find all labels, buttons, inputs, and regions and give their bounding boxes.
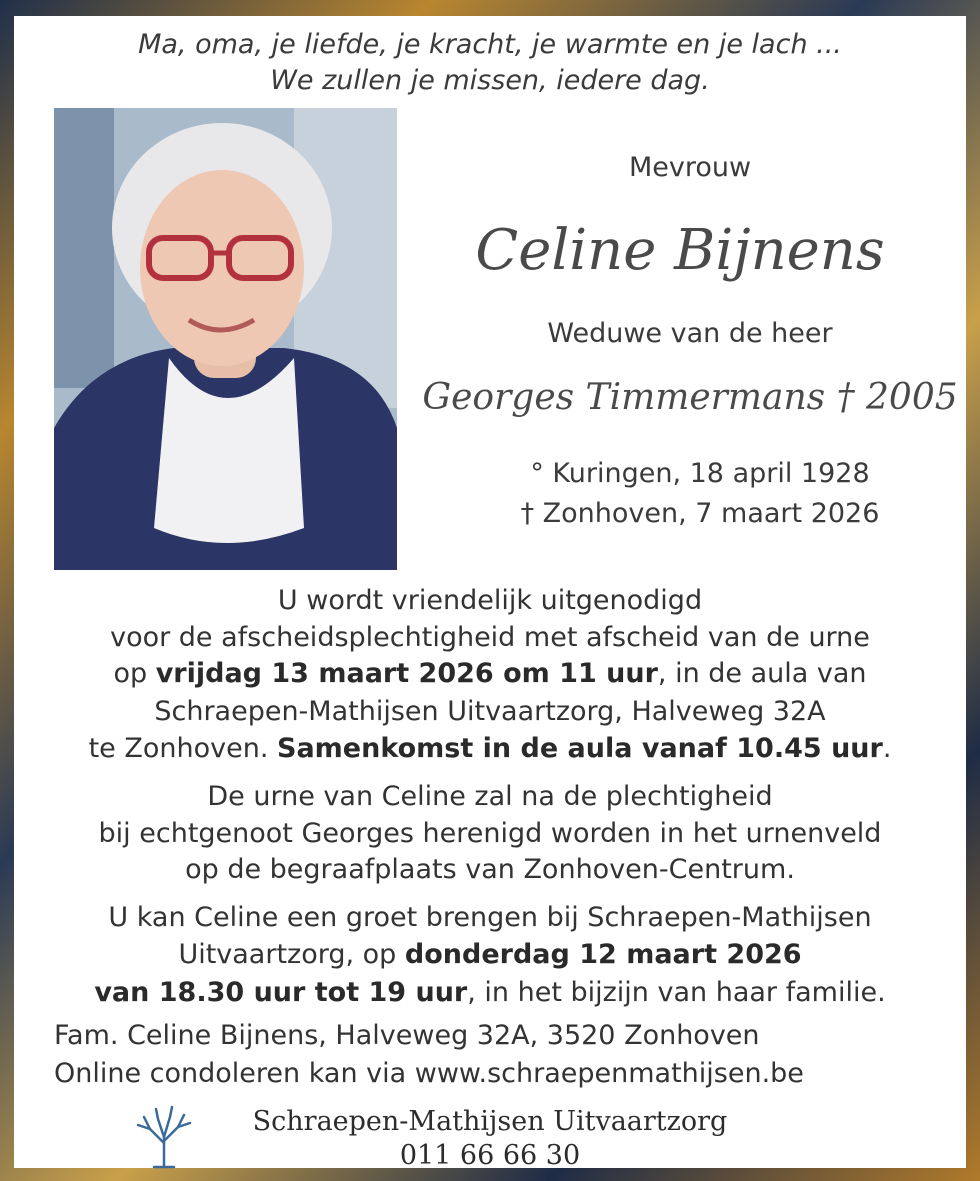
ceremony-l5-pre: te Zonhoven.	[88, 733, 277, 764]
title-mevrouw: Mevrouw	[628, 152, 752, 183]
birth-info: ° Kuringen, 18 april 1928	[530, 458, 870, 489]
gathering-time: Samenkomst in de aula vanaf 10.45 uur	[277, 733, 883, 764]
ceremony-l3-pre: op	[113, 658, 156, 689]
ceremony-line-5	[30, 731, 950, 767]
ceremony-line-2: voor de afscheidsplechtigheid met afscheid van de urne	[110, 622, 870, 653]
spouse-name: Georges Timmermans † 2005	[422, 377, 958, 418]
ceremony-line-3	[30, 656, 950, 692]
urn-line-1: De urne van Celine zal na de plechtigheid	[207, 781, 773, 812]
widow-of-label: Weduwe van de heer	[547, 318, 833, 349]
undertaker-name: Schraepen-Mathijsen Uitvaartzorg	[252, 1106, 728, 1137]
portrait-photo	[54, 108, 397, 570]
visit-line-1: U kan Celine een groet brengen bij Schraepen-Mathijsen	[108, 902, 872, 933]
death-info: † Zonhoven, 7 maart 2026	[520, 498, 880, 529]
visit-l2-pre: Uitvaartzorg, op	[178, 939, 405, 970]
visit-time: van 18.30 uur tot 19 uur	[94, 977, 468, 1008]
visit-line-2	[30, 937, 950, 973]
ceremony-date: vrijdag 13 maart 2026 om 11 uur	[155, 658, 658, 689]
family-address: Fam. Celine Bijnens, Halveweg 32A, 3520 Zonhoven	[54, 1020, 760, 1051]
undertaker-phone: 011 66 66 30	[399, 1140, 581, 1171]
urn-line-3: op de begraafplaats van Zonhoven-Centrum.	[185, 854, 795, 885]
portrait-illustration	[54, 108, 397, 570]
ceremony-l3-post: , in de aula van	[657, 658, 867, 689]
ceremony-line-4: Schraepen-Mathijsen Uitvaartzorg, Halveweg 32A	[154, 696, 826, 727]
tree-icon	[134, 1103, 194, 1169]
visit-line-3	[30, 975, 950, 1011]
visit-date: donderdag 12 maart 2026	[404, 939, 802, 970]
tagline-line-1: Ma, oma, je liefde, je kracht, je warmte en je lach ...	[138, 29, 842, 60]
ceremony-line-1: U wordt vriendelijk uitgenodigd	[277, 585, 703, 616]
tagline-line-2: We zullen je missen, iedere dag.	[270, 65, 710, 96]
urn-line-2: bij echtgenoot Georges herenigd worden in het urnenveld	[98, 818, 882, 849]
ceremony-l5-post: .	[882, 733, 892, 764]
deceased-name: Celine Bijnens	[475, 218, 885, 283]
online-condolence: Online condoleren kan via www.schraepenmathijsen.be	[54, 1058, 804, 1089]
visit-l3-post: , in het bijzijn van haar familie.	[467, 977, 886, 1008]
